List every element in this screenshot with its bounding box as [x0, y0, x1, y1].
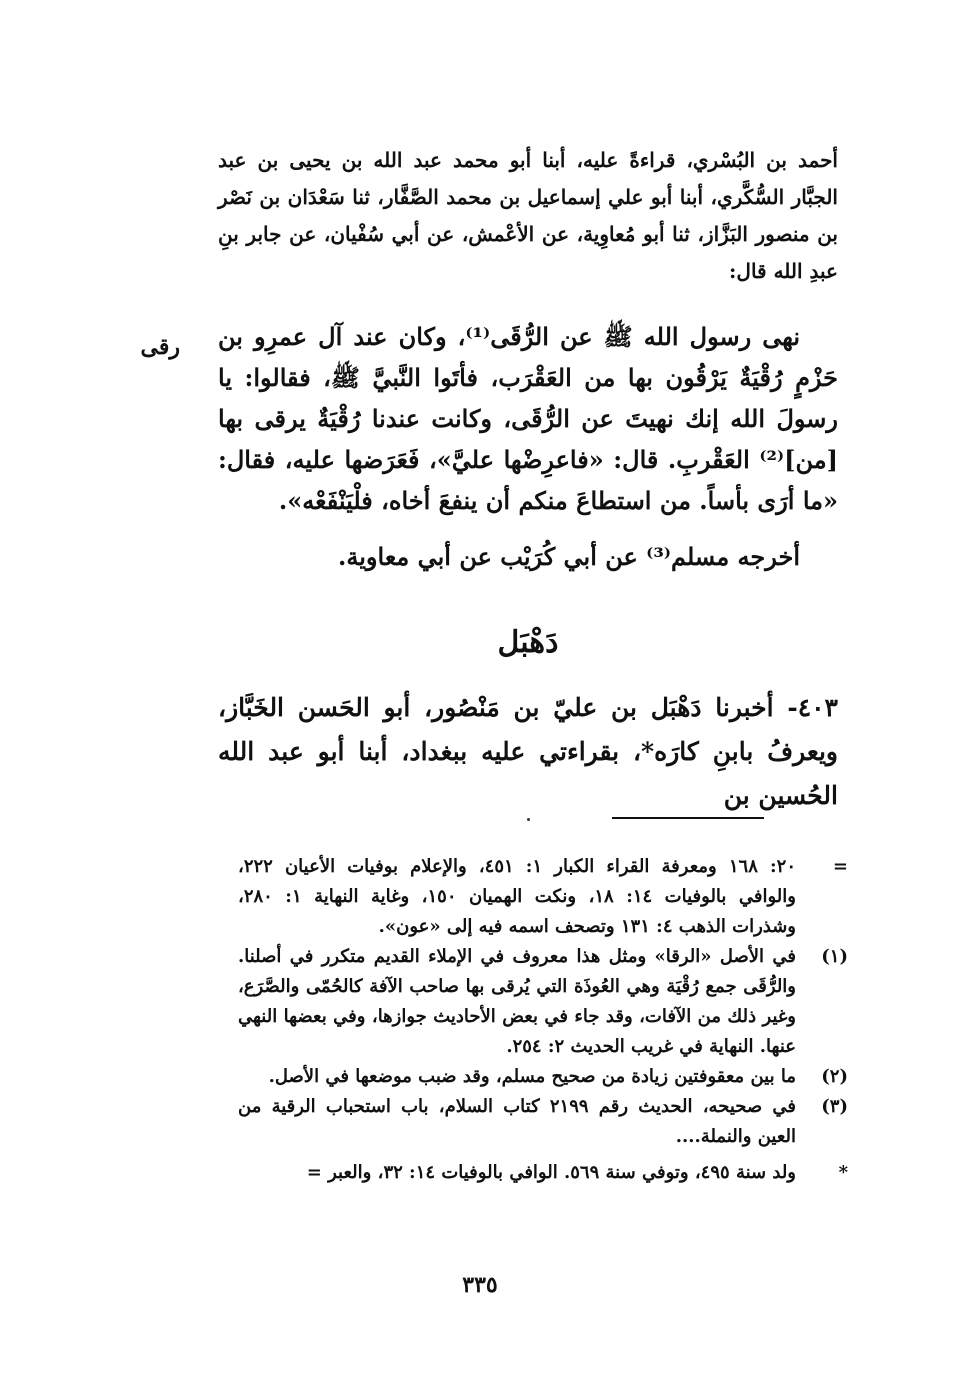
footnote-text: ما بين معقوفتين زيادة من صحيح مسلم، وقد ضبب موضعها في الأصل.: [268, 1066, 796, 1087]
footnote-text: في صحيحه، الحديث رقم ٢١٩٩ كتاب السلام، باب استحباب الرقية من العين والنملة....: [238, 1096, 796, 1147]
footnote-3: [238, 1092, 848, 1152]
footnote-1: [238, 942, 848, 1062]
footnote-marker: *: [838, 1162, 848, 1183]
margin-note: رقى: [140, 334, 180, 360]
footnote-continued: [238, 852, 848, 942]
page-number: ٣٣٥: [462, 1272, 498, 1298]
footnotes: [238, 852, 848, 1188]
footnote-text: ٢٠: ١٦٨ ومعرفة القراء الكبار ١: ٤٥١، والإعلام بوفيات الأعيان ٢٢٢، والوافي بالوفيات ١٤: ١٨، ونكت الهميان ١٥٠، وغاية النهاية ١: ٢٨٠، وشذرات الذهب ٤: ١٣١ وتصحف اسمه فيه إلى «عون».: [238, 856, 796, 937]
footnote-marker: (١): [821, 946, 848, 967]
footnote-separator: [612, 817, 764, 819]
isnad-paragraph: أحمد بن البُسْري، قراءةً عليه، أبنا أبو محمد عبد الله بن يحيى بن عبد الجبَّار السُّكَّري، أبنا أبو علي إسماعيل بن محمد الصَّفَّار، ثنا سَعْدَان بن نَصْر بن منصور البَزَّاز، ثنا أبو مُعاوِية، عن الأعْمش، عن أبي سُفْيان، عن جابر بنِ عبدِ الله قال:: [218, 148, 838, 283]
hadith-paragraph: نهى رسول الله ﷺ عن الرُّقَى⁽¹⁾، وكان عند آل عمرِو بن حَزْمٍ رُقْيَةٌ يَرْقُون بها من العَقْرَب، فأتَوا النَّبيَّ ﷺ، فقالوا: يا رسولَ الله إنك نهيتَ عن الرُّقَى، وكانت عندنا رُقْيَةٌ يرقى بها [من]⁽²⁾ العَقْربِ. قال: «فاعرِضْها عليَّ»، فَعَرَضها عليه، فقال: «ما أرَى بأساً. من استطاعَ منكم أن ينفعَ أخاه، فلْيَنْفَعْه».: [218, 322, 838, 515]
section-heading: دَهْبَل: [497, 625, 559, 660]
takhrij-paragraph: أخرجه مسلم⁽³⁾ عن أبي كُرَيْب عن أبي معاوية.: [338, 542, 800, 571]
footnote-marker: (٣): [821, 1096, 848, 1117]
footnote-2: [238, 1062, 848, 1092]
footnote-marker: (٢): [821, 1066, 848, 1087]
footnote-text: ولد سنة ٤٩٥، وتوفي سنة ٥٦٩. الوافي بالوفيات ١٤: ٣٢، والعبر =: [306, 1162, 796, 1183]
footnote-text: في الأصل «الرقا» ومثل هذا معروف في الإملاء القديم متكرر في أصلنا. والرُّقَى جمع رُقْيَة وهي العُوذَة التي يُرقى بها صاحب الآفة كالحُمّى والصَّرَع، وغير ذلك من الآفات، وقد جاء في بعض الأحاديث جوازها، وفي بعضها النهي عنها. النهاية في غريب الحديث ٢: ٢٥٤.: [238, 946, 796, 1057]
entry-403-paragraph: ٤٠٣- أخبرنا دَهْبَل بن عليّ بن مَنْصُور، أبو الحَسن الخَبَّاز، ويعرفُ بابنِ كارَه*، بقراءتي عليه ببغداد، أبنا أبو عبد الله الحُسين بن: [218, 693, 838, 810]
page-speck: [527, 818, 530, 821]
footnote-star: [238, 1158, 848, 1188]
footnote-marker: =: [832, 856, 848, 877]
